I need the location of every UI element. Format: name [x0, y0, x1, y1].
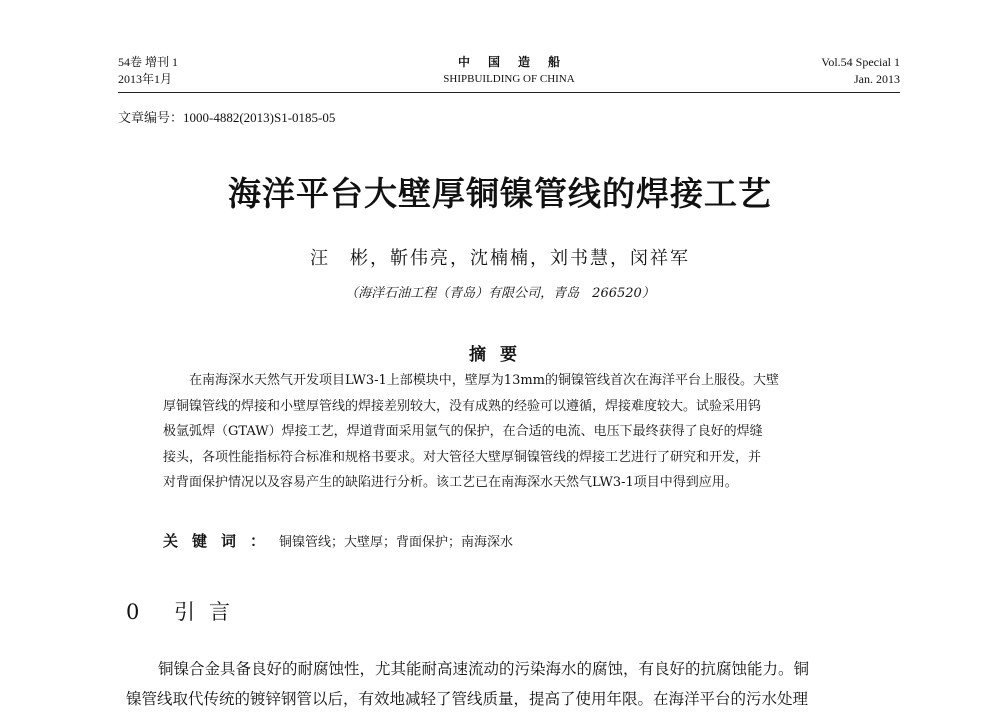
paper-title: 海洋平台大壁厚铜镍管线的焊接工艺 — [228, 174, 772, 213]
affiliation: （海洋石油工程（青岛）有限公司，青岛 266520） — [345, 286, 655, 301]
journal-name-cn: 中国造船 — [457, 55, 578, 69]
keywords-label: 关键词： — [163, 532, 280, 550]
keywords — [163, 530, 513, 551]
abstract-body — [163, 368, 863, 496]
header-date-en: Jan. 2013 — [854, 72, 900, 86]
abstract-line: 极氩弧焊（GTAW）焊接工艺，焊道背面采用氩气的保护，在合适的电流、电压下最终获得了良好的焊缝 — [163, 424, 763, 440]
header-date: 2013年1月 — [118, 72, 173, 86]
abstract-line: 对背面保护情况以及容易产生的缺陷进行分析。该工艺已在南海深水天然气LW3-1项目中得到应用。 — [163, 475, 738, 491]
header-journal — [118, 54, 900, 88]
abstract-line: 在南海深水天然气开发项目LW3-1上部模块中，壁厚为13mm的铜镍管线首次在海洋平台上服役。大壁 — [189, 373, 779, 388]
header-volume-en: Vol.54 Special 1 — [821, 55, 900, 69]
abstract-line: 厚铜镍管线的焊接和小壁厚管线的焊接差别较大，没有成熟的经验可以遵循，焊接难度较大。试验采用钨 — [163, 398, 762, 414]
abstract-heading: 摘要 — [469, 345, 531, 365]
header-volume: 54卷 增刊 1 — [118, 55, 179, 69]
article-number: 文章编号：1000-4882(2013)S1-0185-05 — [118, 110, 336, 125]
section-body — [126, 654, 902, 714]
section-heading: 0 引言 — [126, 600, 245, 624]
keywords-value: 铜镍管线；大壁厚；背面保护；南海深水 — [279, 535, 514, 550]
running-header — [118, 54, 900, 93]
body-line: 镍管线取代传统的镀锌钢管以后，有效地减轻了管线质量，提高了使用年限。在海洋平台的污水处理 — [126, 690, 809, 708]
body-line: 铜镍合金具备良好的耐腐蚀性，尤其能耐高速流动的污染海水的腐蚀，有良好的抗腐蚀能力。铜 — [158, 660, 810, 678]
header-volume-info-en — [821, 54, 900, 88]
abstract-line: 接头，各项性能指标符合标准和规格书要求。对大管径大壁厚铜镍管线的焊接工艺进行了研究和开发，并 — [163, 449, 762, 465]
journal-name-en: SHIPBUILDING OF CHINA — [443, 73, 575, 85]
author-list: 汪 彬，靳伟亮，沈楠楠，刘书慧，闵祥军 — [310, 248, 690, 269]
